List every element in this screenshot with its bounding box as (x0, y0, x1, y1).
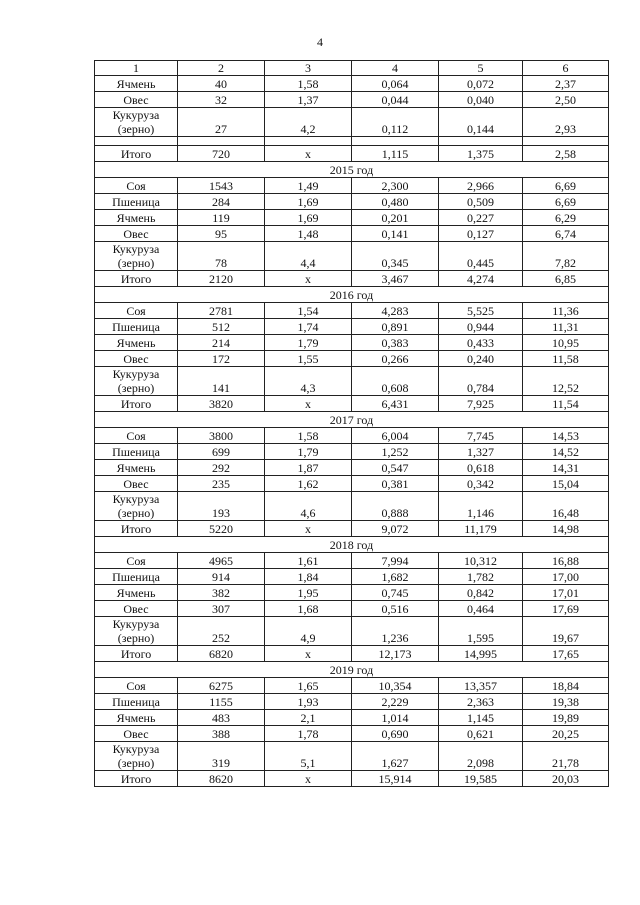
table-row (95, 476, 609, 492)
year-label: 2016 год (95, 287, 609, 303)
value-cell: 0,141 (352, 226, 439, 242)
value-cell: 1,595 (439, 617, 523, 646)
value-cell: 10,95 (523, 335, 609, 351)
value-cell: 4965 (178, 553, 265, 569)
value-cell: 1,58 (265, 428, 352, 444)
value-cell: 17,69 (523, 601, 609, 617)
value-cell (265, 137, 352, 146)
crop-name-cell (95, 137, 178, 146)
year-header-row (95, 287, 609, 303)
value-cell: 0,745 (352, 585, 439, 601)
crop-name-cell: Пшеница (95, 319, 178, 335)
value-cell: 4,4 (265, 242, 352, 271)
value-cell: 17,00 (523, 569, 609, 585)
value-cell: 4,3 (265, 367, 352, 396)
value-cell: 6,29 (523, 210, 609, 226)
value-cell: 0,445 (439, 242, 523, 271)
value-cell (523, 137, 609, 146)
value-cell: 2,363 (439, 694, 523, 710)
value-cell: 5,525 (439, 303, 523, 319)
crop-name-cell: Соя (95, 303, 178, 319)
value-cell: 0,342 (439, 476, 523, 492)
table-row (95, 92, 609, 108)
value-cell: 0,227 (439, 210, 523, 226)
column-header-row (95, 61, 609, 76)
value-cell: 6,69 (523, 194, 609, 210)
value-cell: 21,78 (523, 742, 609, 771)
value-cell: 7,745 (439, 428, 523, 444)
value-cell: x (265, 396, 352, 412)
value-cell: 0,842 (439, 585, 523, 601)
crop-name-cell: Ячмень (95, 335, 178, 351)
value-cell: 914 (178, 569, 265, 585)
value-cell: 1,62 (265, 476, 352, 492)
crop-name-cell: Итого (95, 646, 178, 662)
value-cell: 11,58 (523, 351, 609, 367)
value-cell: 172 (178, 351, 265, 367)
crop-name-cell: Итого (95, 396, 178, 412)
table-row (95, 367, 609, 396)
table-row (95, 396, 609, 412)
value-cell: 382 (178, 585, 265, 601)
crop-name-cell: Овес (95, 476, 178, 492)
year-header-row (95, 412, 609, 428)
value-cell: 5220 (178, 521, 265, 537)
value-cell: 1,78 (265, 726, 352, 742)
value-cell (439, 137, 523, 146)
page-number: 4 (317, 35, 323, 49)
crop-name-cell: Ячмень (95, 76, 178, 92)
value-cell: 0,240 (439, 351, 523, 367)
value-cell: 14,995 (439, 646, 523, 662)
crop-name-cell: Соя (95, 553, 178, 569)
crop-name-cell: Соя (95, 678, 178, 694)
column-header: 1 (95, 61, 178, 76)
value-cell: x (265, 271, 352, 287)
value-cell: 11,31 (523, 319, 609, 335)
table-row (95, 303, 609, 319)
value-cell: 3820 (178, 396, 265, 412)
table-row (95, 742, 609, 771)
value-cell: 1,87 (265, 460, 352, 476)
value-cell: 2,1 (265, 710, 352, 726)
crop-name-cell: Пшеница (95, 694, 178, 710)
crop-name-cell: Пшеница (95, 444, 178, 460)
table-row (95, 492, 609, 521)
value-cell: 18,84 (523, 678, 609, 694)
value-cell: 0,064 (352, 76, 439, 92)
table-row (95, 726, 609, 742)
value-cell: 0,201 (352, 210, 439, 226)
value-cell: 0,266 (352, 351, 439, 367)
blank-row (95, 137, 609, 146)
column-header: 6 (523, 61, 609, 76)
table-row (95, 553, 609, 569)
table-row (95, 76, 609, 92)
year-header-row (95, 537, 609, 553)
table-row (95, 694, 609, 710)
value-cell: 2781 (178, 303, 265, 319)
value-cell: 2,58 (523, 146, 609, 162)
crop-name-cell: Итого (95, 271, 178, 287)
value-cell: 0,944 (439, 319, 523, 335)
value-cell: 0,044 (352, 92, 439, 108)
value-cell (178, 137, 265, 146)
value-cell: 252 (178, 617, 265, 646)
value-cell: 235 (178, 476, 265, 492)
table-row (95, 428, 609, 444)
crop-name-cell: Кукуруза (зерно) (95, 108, 178, 137)
value-cell: 32 (178, 92, 265, 108)
crop-name-cell: Кукуруза (зерно) (95, 617, 178, 646)
year-label: 2018 год (95, 537, 609, 553)
crop-name-cell: Ячмень (95, 210, 178, 226)
value-cell: 17,65 (523, 646, 609, 662)
value-cell: 4,9 (265, 617, 352, 646)
table-row (95, 178, 609, 194)
crop-name-cell: Пшеница (95, 569, 178, 585)
value-cell: 12,173 (352, 646, 439, 662)
table-row (95, 194, 609, 210)
value-cell: 1,37 (265, 92, 352, 108)
value-cell: 1,74 (265, 319, 352, 335)
value-cell (352, 137, 439, 146)
crop-name-cell: Овес (95, 351, 178, 367)
column-header: 5 (439, 61, 523, 76)
column-header: 4 (352, 61, 439, 76)
table-row (95, 146, 609, 162)
value-cell: 7,82 (523, 242, 609, 271)
table-row (95, 460, 609, 476)
value-cell: 119 (178, 210, 265, 226)
value-cell: 0,888 (352, 492, 439, 521)
value-cell: 6,431 (352, 396, 439, 412)
crop-data-table (94, 60, 609, 787)
value-cell: 1,58 (265, 76, 352, 92)
value-cell: 17,01 (523, 585, 609, 601)
value-cell: 16,48 (523, 492, 609, 521)
value-cell: 7,994 (352, 553, 439, 569)
crop-name-cell: Овес (95, 601, 178, 617)
crop-name-cell: Кукуруза (зерно) (95, 367, 178, 396)
value-cell: 0,509 (439, 194, 523, 210)
table-row (95, 319, 609, 335)
value-cell: 11,179 (439, 521, 523, 537)
value-cell: 14,52 (523, 444, 609, 460)
value-cell: 1,145 (439, 710, 523, 726)
crop-name-cell: Овес (95, 726, 178, 742)
crop-name-cell: Пшеница (95, 194, 178, 210)
crop-name-cell: Кукуруза (зерно) (95, 492, 178, 521)
value-cell: 11,36 (523, 303, 609, 319)
value-cell: 1,252 (352, 444, 439, 460)
table-row (95, 585, 609, 601)
value-cell: 3,467 (352, 271, 439, 287)
value-cell: 0,144 (439, 108, 523, 137)
value-cell: 16,88 (523, 553, 609, 569)
table-row (95, 210, 609, 226)
value-cell: 0,433 (439, 335, 523, 351)
value-cell: 13,357 (439, 678, 523, 694)
value-cell: 1,236 (352, 617, 439, 646)
value-cell: 1,55 (265, 351, 352, 367)
crop-name-cell: Ячмень (95, 585, 178, 601)
value-cell: 2,098 (439, 742, 523, 771)
value-cell: 7,925 (439, 396, 523, 412)
value-cell: 20,03 (523, 771, 609, 787)
crop-name-cell: Овес (95, 226, 178, 242)
value-cell: 6275 (178, 678, 265, 694)
value-cell: 0,690 (352, 726, 439, 742)
value-cell: 14,98 (523, 521, 609, 537)
year-header-row (95, 662, 609, 678)
value-cell: 1,375 (439, 146, 523, 162)
value-cell: 1,93 (265, 694, 352, 710)
value-cell: 1,627 (352, 742, 439, 771)
crop-name-cell: Ячмень (95, 460, 178, 476)
value-cell: 0,618 (439, 460, 523, 476)
value-cell: 1,014 (352, 710, 439, 726)
value-cell: 14,53 (523, 428, 609, 444)
value-cell: 292 (178, 460, 265, 476)
value-cell: 2,229 (352, 694, 439, 710)
value-cell: 5,1 (265, 742, 352, 771)
table-row (95, 646, 609, 662)
value-cell: 2,37 (523, 76, 609, 92)
value-cell: 6,004 (352, 428, 439, 444)
value-cell: x (265, 521, 352, 537)
table-row (95, 710, 609, 726)
table-row (95, 351, 609, 367)
value-cell: 141 (178, 367, 265, 396)
value-cell: 1,146 (439, 492, 523, 521)
value-cell: 0,891 (352, 319, 439, 335)
value-cell: 10,312 (439, 553, 523, 569)
value-cell: 6820 (178, 646, 265, 662)
value-cell: 1,79 (265, 335, 352, 351)
table-row (95, 242, 609, 271)
crop-name-cell: Итого (95, 521, 178, 537)
value-cell: 4,2 (265, 108, 352, 137)
value-cell: 319 (178, 742, 265, 771)
value-cell: 19,89 (523, 710, 609, 726)
value-cell: x (265, 646, 352, 662)
value-cell: 19,67 (523, 617, 609, 646)
value-cell: 0,383 (352, 335, 439, 351)
year-label: 2015 год (95, 162, 609, 178)
value-cell: 6,69 (523, 178, 609, 194)
value-cell: 307 (178, 601, 265, 617)
table-body (95, 61, 609, 787)
value-cell: 0,127 (439, 226, 523, 242)
value-cell: 0,608 (352, 367, 439, 396)
value-cell: x (265, 146, 352, 162)
value-cell: 1,54 (265, 303, 352, 319)
value-cell: 1,65 (265, 678, 352, 694)
value-cell: 95 (178, 226, 265, 242)
value-cell: 0,040 (439, 92, 523, 108)
value-cell: 1,95 (265, 585, 352, 601)
value-cell: 1155 (178, 694, 265, 710)
value-cell: 1,69 (265, 210, 352, 226)
value-cell: 20,25 (523, 726, 609, 742)
value-cell: 193 (178, 492, 265, 521)
table-row (95, 226, 609, 242)
table-row (95, 335, 609, 351)
value-cell: 40 (178, 76, 265, 92)
value-cell: x (265, 771, 352, 787)
value-cell: 4,283 (352, 303, 439, 319)
value-cell: 2120 (178, 271, 265, 287)
value-cell: 27 (178, 108, 265, 137)
value-cell: 11,54 (523, 396, 609, 412)
column-header: 3 (265, 61, 352, 76)
value-cell: 0,112 (352, 108, 439, 137)
year-header-row (95, 162, 609, 178)
value-cell: 9,072 (352, 521, 439, 537)
value-cell: 0,345 (352, 242, 439, 271)
value-cell: 720 (178, 146, 265, 162)
crop-name-cell: Итого (95, 771, 178, 787)
table-row (95, 678, 609, 694)
value-cell: 483 (178, 710, 265, 726)
value-cell: 0,547 (352, 460, 439, 476)
value-cell: 19,585 (439, 771, 523, 787)
crop-name-cell: Кукуруза (зерно) (95, 742, 178, 771)
value-cell: 2,93 (523, 108, 609, 137)
year-label: 2019 год (95, 662, 609, 678)
crop-name-cell: Итого (95, 146, 178, 162)
value-cell: 1,327 (439, 444, 523, 460)
value-cell: 15,914 (352, 771, 439, 787)
value-cell: 1,782 (439, 569, 523, 585)
value-cell: 0,072 (439, 76, 523, 92)
value-cell: 0,464 (439, 601, 523, 617)
value-cell: 6,74 (523, 226, 609, 242)
value-cell: 12,52 (523, 367, 609, 396)
value-cell: 0,516 (352, 601, 439, 617)
table-row (95, 108, 609, 137)
value-cell: 15,04 (523, 476, 609, 492)
table-row (95, 617, 609, 646)
value-cell: 2,300 (352, 178, 439, 194)
crop-name-cell: Кукуруза (зерно) (95, 242, 178, 271)
value-cell: 14,31 (523, 460, 609, 476)
value-cell: 1,49 (265, 178, 352, 194)
value-cell: 512 (178, 319, 265, 335)
value-cell: 1,682 (352, 569, 439, 585)
value-cell: 1543 (178, 178, 265, 194)
year-label: 2017 год (95, 412, 609, 428)
value-cell: 6,85 (523, 271, 609, 287)
value-cell: 10,354 (352, 678, 439, 694)
table-row (95, 569, 609, 585)
value-cell: 2,50 (523, 92, 609, 108)
crop-name-cell: Ячмень (95, 710, 178, 726)
table-row (95, 771, 609, 787)
crop-name-cell: Соя (95, 428, 178, 444)
value-cell: 1,69 (265, 194, 352, 210)
column-header: 2 (178, 61, 265, 76)
value-cell: 284 (178, 194, 265, 210)
table-row (95, 521, 609, 537)
value-cell: 19,38 (523, 694, 609, 710)
value-cell: 1,48 (265, 226, 352, 242)
value-cell: 1,68 (265, 601, 352, 617)
value-cell: 388 (178, 726, 265, 742)
crop-name-cell: Овес (95, 92, 178, 108)
value-cell: 1,84 (265, 569, 352, 585)
table-row (95, 444, 609, 460)
table-row (95, 601, 609, 617)
value-cell: 0,784 (439, 367, 523, 396)
value-cell: 8620 (178, 771, 265, 787)
value-cell: 78 (178, 242, 265, 271)
value-cell: 214 (178, 335, 265, 351)
value-cell: 1,115 (352, 146, 439, 162)
value-cell: 699 (178, 444, 265, 460)
table-row (95, 271, 609, 287)
value-cell: 0,381 (352, 476, 439, 492)
crop-name-cell: Соя (95, 178, 178, 194)
value-cell: 1,79 (265, 444, 352, 460)
value-cell: 4,274 (439, 271, 523, 287)
value-cell: 1,61 (265, 553, 352, 569)
value-cell: 0,621 (439, 726, 523, 742)
value-cell: 2,966 (439, 178, 523, 194)
value-cell: 0,480 (352, 194, 439, 210)
value-cell: 3800 (178, 428, 265, 444)
value-cell: 4,6 (265, 492, 352, 521)
